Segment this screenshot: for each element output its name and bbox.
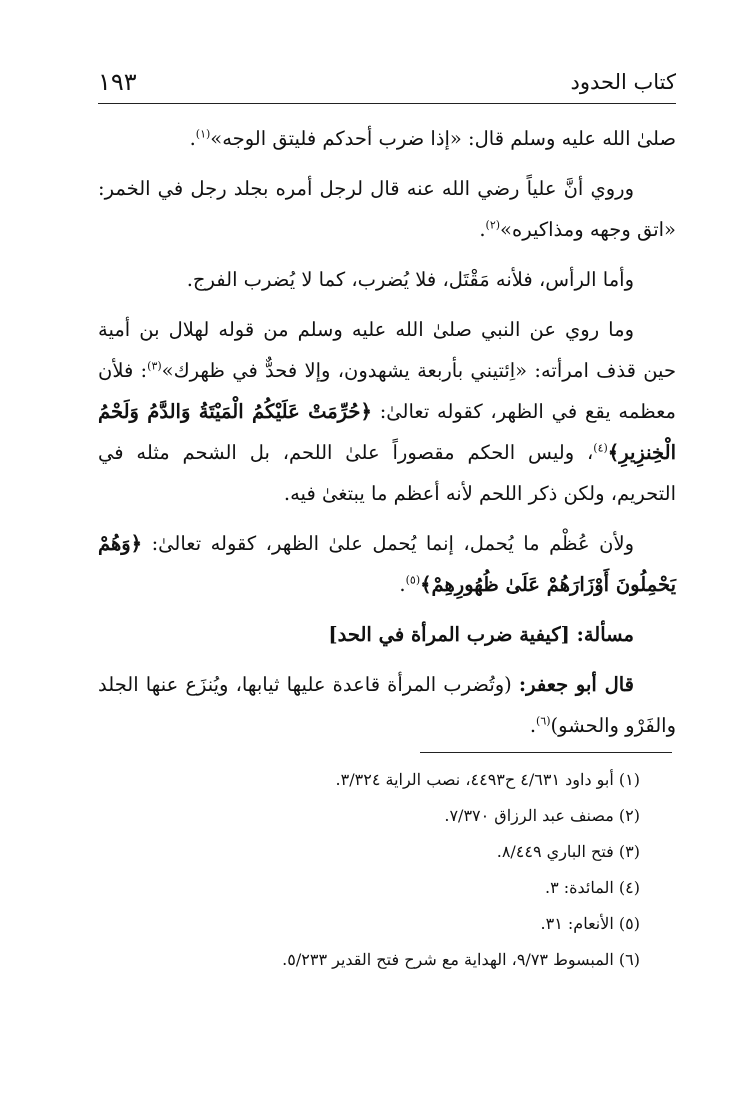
footnote-3: (٣) فتح الباري ٨/٤٤٩.: [496, 842, 640, 861]
paragraph-2: وروي أنَّ علياً رضي الله عنه قال لرجل أمره بجلد رجل في الخمر: «اتق وجهه ومذاكيره»$^{(٢)}$.: [98, 177, 676, 241]
footnotes: [98, 762, 640, 978]
footnote-ref-5: (٥): [405, 573, 421, 587]
footnote-ref-6: (٦): [536, 714, 551, 728]
footnote-4: (٤) المائدة: ٣.: [544, 878, 640, 897]
paragraph-6-text: (وتُضرب المرأة قاعدة عليها ثيابها، ويُنزَع عنها الجلد والفَرْو والحشو): [98, 673, 676, 737]
paragraph-4-text-b: : فلأن معظمه يقع في الظهر، كقوله تعالىٰ:: [98, 359, 676, 423]
page-header: [98, 62, 676, 102]
footnote-2: (٢) مصنف عبد الرزاق ٧/٣٧٠.: [444, 806, 640, 825]
paragraph-5-text: ولأن عُظْم ما يُحمل، إنما يُحمل علىٰ الظهر، كقوله تعالىٰ:: [142, 532, 634, 555]
paragraph-1-text: صلىٰ الله عليه وسلم قال: «إذا ضرب أحدكم فليتق الوجه»: [210, 127, 676, 150]
paragraph-4-text-a: وما روي عن النبي صلىٰ الله عليه وسلم من قوله لهلال بن أمية حين قذف امرأته: «اِئتيني بأربعة يشهدون، وإلا فحدٌّ في ظهرك»: [98, 318, 676, 382]
footnote-6: (٦) المبسوط ٩/٧٣، الهداية مع شرح فتح القدير ٥/٢٣٣.: [282, 950, 640, 969]
header-rule: [98, 103, 676, 104]
paragraph-6: قال أبو جعفر: (وتُضرب المرأة قاعدة عليها ثيابها، ويُنزَع عنها الجلد والفَرْو والحشو)$^{(٦)}$.: [98, 673, 676, 737]
footnote-separator: [420, 752, 672, 753]
paragraph-3: وأما الرأس، فلأنه مَقْتَل، فلا يُضرب، كما لا يُضرب الفرج.: [186, 268, 634, 291]
footnote-ref-4: (٤): [593, 441, 608, 455]
footnote-ref-3: (٣): [147, 359, 162, 373]
speaker-name: قال أبو جعفر:: [518, 673, 634, 696]
paragraph-2-text: وروي أنَّ علياً رضي الله عنه قال لرجل أمره بجلد رجل في الخمر: «اتق وجهه ومذاكيره»: [98, 177, 676, 241]
page-number: ١٩٣: [98, 68, 137, 96]
paragraph-5: ولأن عُظْم ما يُحمل، إنما يُحمل علىٰ الظهر، كقوله تعالىٰ: ﴿وَهُمْ يَحْمِلُونَ أَوْزَارَهُمْ عَلَىٰ ظُهُورِهِمْ﴾$^{(٥)}$.: [98, 532, 676, 596]
issue-heading: مسألة: [كيفية ضرب المرأة في الحد]: [328, 623, 634, 646]
footnote-ref-1: (١): [195, 127, 211, 141]
quran-verse-1: ﴿حُرِّمَتْ عَلَيْكُمُ الْمَيْتَةُ وَالدَّمُ وَلَحْمُ الْخِنزِيرِ﴾: [98, 400, 676, 464]
paragraph-4-text-c: ، وليس الحكم مقصوراً علىٰ اللحم، بل الشحم مثله في التحريم، ولكن ذكر اللحم لأنه أعظم ما يبتغىٰ فيه.: [98, 441, 676, 505]
body-text: [98, 118, 676, 755]
running-header-title: كتاب الحدود: [570, 70, 676, 94]
paragraph-4: [98, 309, 676, 514]
footnote-ref-2: (٢): [485, 218, 501, 232]
footnote-1: (١) أبو داود ٤/٦٣١ ح٤٤٩٣، نصب الراية ٣/٣٢٤.: [335, 770, 640, 789]
footnote-5: (٥) الأنعام: ٣١.: [540, 914, 640, 933]
paragraph-1: صلىٰ الله عليه وسلم قال: «إذا ضرب أحدكم فليتق الوجه»$^{(١)}$.: [189, 127, 676, 150]
quran-verse-2: ﴿وَهُمْ يَحْمِلُونَ أَوْزَارَهُمْ عَلَىٰ ظُهُورِهِمْ﴾: [98, 532, 676, 596]
